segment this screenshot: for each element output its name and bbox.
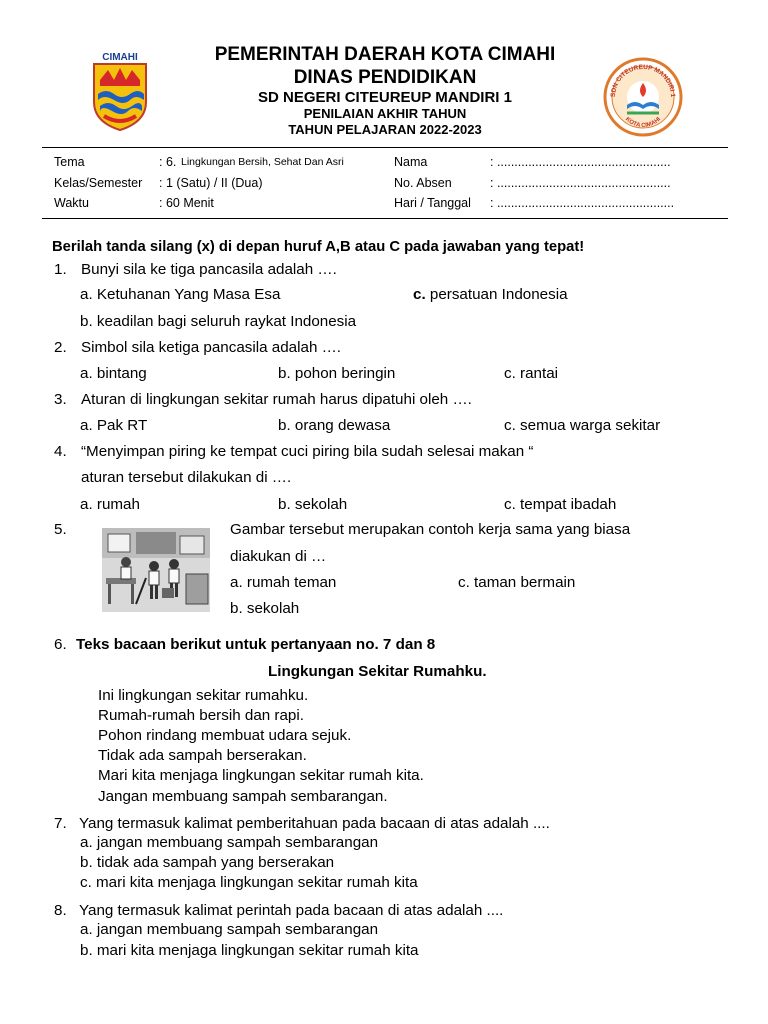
q8-option-a[interactable]: a. jangan membuang sampah sembarangan [80,921,379,938]
q4-text-continued: aturan tersebut dilakukan di …. [81,469,292,486]
q4-option-a[interactable]: a. rumah [80,496,140,513]
q1-option-c-text: persatuan Indonesia [425,286,568,303]
header-department: DINAS PENDIDIKAN [293,67,477,88]
reading-line: Jangan membuang sampah sembarangan. [98,788,388,805]
q8-option-b[interactable]: b. mari kita menjaga lingkungan sekitar rumah kita [80,942,419,959]
left-logo-motto [88,0,152,1]
q5-text: Gambar tersebut merupakan contoh kerja sama yang biasa [230,521,631,538]
school-logo [603,57,683,137]
kelas-label: Kelas/Semester [54,176,143,190]
q7-number: 7. [54,815,67,832]
q1-option-c[interactable] [413,286,568,303]
header-assessment: PENILAIAN AKHIR TAHUN [303,106,467,121]
tema-value: Lingkungan Bersih, Sehat Dan Asri [181,156,344,168]
reading-line: Rumah-rumah bersih dan rapi. [98,707,304,724]
q1-text: Bunyi sila ke tiga pancasila adalah …. [81,261,337,278]
q4-option-b[interactable]: b. sekolah [278,496,348,513]
header-school: SD NEGERI CITEUREUP MANDIRI 1 [258,89,512,106]
header-divider-bottom [42,218,728,219]
instruction-text: Berilah tanda silang (x) di depan huruf A,B atau C pada jawaban yang tepat! [52,239,585,255]
q8-number: 8. [54,902,67,919]
q5-option-c[interactable]: c. taman bermain [458,574,576,591]
q3-text: Aturan di lingkungan sekitar rumah harus dipatuhi oleh …. [81,391,472,408]
hari-field[interactable]: : ................................................... [490,196,675,210]
reading-line: Pohon rindang membuat udara sejuk. [98,727,352,744]
q2-option-b[interactable]: b. pohon beringin [278,365,396,382]
q3-option-c[interactable]: c. semua warga sekitar [504,417,661,434]
q5-text-continued: diakukan di … [230,548,327,565]
nama-field[interactable]: : .................................................. [490,155,671,169]
absen-label: No. Absen [394,176,452,190]
svg-text:SDN CITEUREUP MANDIRI 1: SDN CITEUREUP MANDIRI 1 [609,63,677,98]
q3-option-b[interactable]: b. orang dewasa [278,417,391,434]
reading-line: Tidak ada sampah berserakan. [98,747,307,764]
q1-option-a[interactable]: a. Ketuhanan Yang Masa Esa [80,286,281,303]
q6-text: Teks bacaan berikut untuk pertanyaan no. 7 dan 8 [76,636,436,653]
q1-number: 1. [54,261,67,278]
svg-text:CIMAHI: CIMAHI [102,52,138,63]
waktu-value: : 60 Menit [159,196,214,210]
header-government: PEMERINTAH DAERAH KOTA CIMAHI [214,44,556,65]
svg-text:KOTA CIMAHI: KOTA CIMAHI [623,116,663,130]
reading-line: Ini lingkungan sekitar rumahku. [98,687,309,704]
waktu-label: Waktu [54,196,89,210]
cimahi-city-logo [88,50,152,132]
reading-line: Mari kita menjaga lingkungan sekitar rumah kita. [98,767,424,784]
q3-option-a[interactable]: a. Pak RT [80,417,148,434]
q4-option-c[interactable]: c. tempat ibadah [504,496,617,513]
q2-option-c[interactable]: c. rantai [504,365,559,382]
q4-text: “Menyimpan piring ke tempat cuci piring bila sudah selesai makan “ [81,443,534,460]
q1-option-b[interactable]: b. keadilan bagi seluruh raykat Indonesia [80,313,357,330]
q5-number: 5. [54,521,67,538]
kelas-value: : 1 (Satu) / II (Dua) [159,176,263,190]
q7-text: Yang termasuk kalimat pemberitahuan pada bacaan di atas adalah .... [79,815,550,832]
tema-number: : 6. [159,155,177,169]
q5-option-b[interactable]: b. sekolah [230,600,300,617]
q2-number: 2. [54,339,67,356]
header-divider-top [42,147,728,148]
q5-option-a[interactable]: a. rumah teman [230,574,337,591]
q7-option-a[interactable]: a. jangan membuang sampah sembarangan [80,834,379,851]
q7-option-b[interactable]: b. tidak ada sampah yang berserakan [80,854,335,871]
nama-label: Nama [394,155,428,169]
absen-field[interactable]: : .................................................. [490,176,671,190]
q2-option-a[interactable]: a. bintang [80,365,147,382]
hari-label: Hari / Tanggal [394,196,471,210]
q5-classroom-illustration [102,528,210,612]
tema-label: Tema [54,155,85,169]
q3-number: 3. [54,391,67,408]
q4-number: 4. [54,443,67,460]
reading-title: Lingkungan Sekitar Rumahku. [268,663,487,680]
q1-option-c-letter: c. [413,286,426,303]
q8-text: Yang termasuk kalimat perintah pada bacaan di atas adalah .... [79,902,504,919]
q2-text: Simbol sila ketiga pancasila adalah …. [81,339,342,356]
q6-number: 6. [54,636,67,653]
header-school-year: TAHUN PELAJARAN 2022-2023 [288,122,482,137]
q7-option-c[interactable]: c. mari kita menjaga lingkungan sekitar rumah kita [80,874,418,891]
